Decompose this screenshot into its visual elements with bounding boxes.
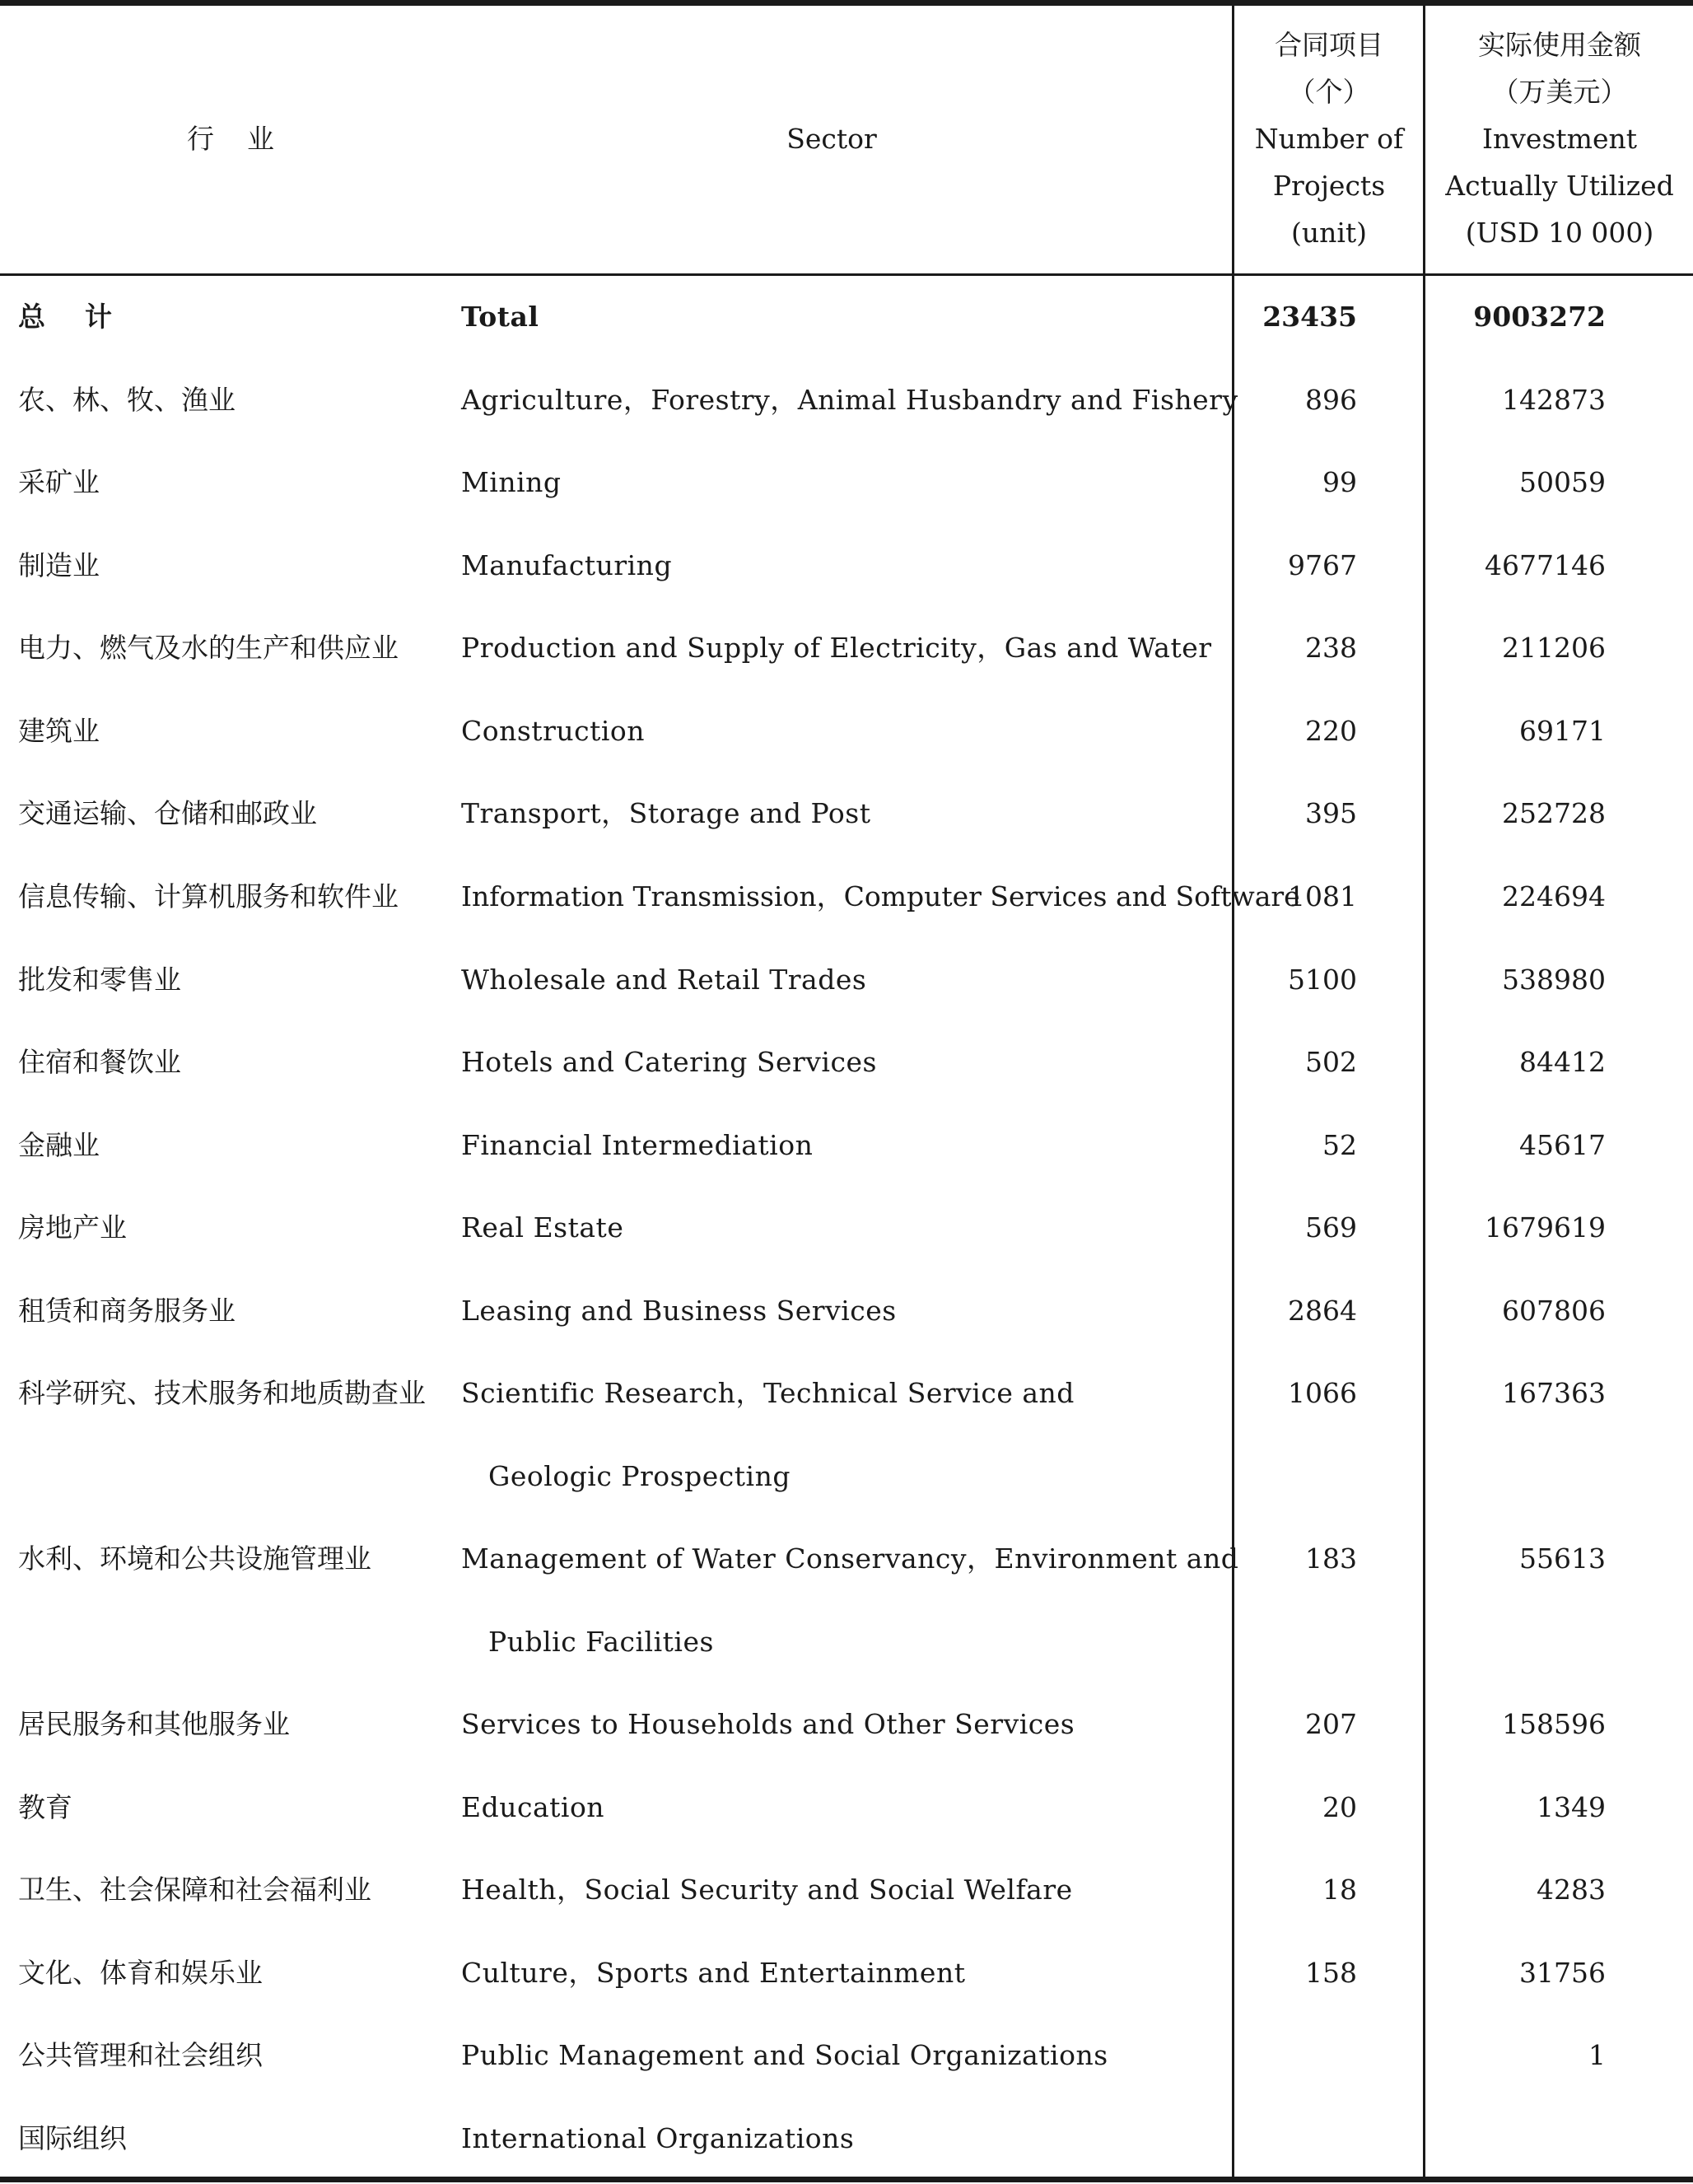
row-industry-cn: 国际组织	[18, 2122, 127, 2154]
row-industry-cn: 信息传输、计算机服务和软件业	[18, 880, 399, 912]
header-projects	[1235, 21, 1423, 256]
header-investment-line: Actually Utilized	[1445, 170, 1674, 202]
row-sector-en: Management of Water Conservancy，Environment and	[461, 1542, 1239, 1575]
row-projects: 395	[1305, 797, 1357, 829]
table-row-continuation	[0, 1601, 1693, 1683]
table-row	[0, 856, 1693, 938]
row-sector-en: Total	[461, 301, 539, 333]
row-investment: 607806	[1502, 1295, 1606, 1327]
row-industry-cn: 房地产业	[18, 1211, 127, 1244]
table-row	[0, 359, 1693, 441]
row-sector-en: Scientific Research，Technical Service and	[461, 1377, 1075, 1409]
row-sector-en: Hotels and Catering Services	[461, 1046, 877, 1078]
row-sector-en: Financial Intermediation	[461, 1129, 814, 1161]
row-projects	[1235, 2098, 1357, 2180]
row-investment: 4283	[1537, 1874, 1606, 1906]
table-row-continuation	[0, 1435, 1693, 1518]
row-industry-cn: 公共管理和社会组织	[18, 2039, 263, 2071]
row-industry-cn: 金融业	[18, 1129, 100, 1161]
row-sector-en: Mining	[461, 466, 562, 498]
row-investment: 224694	[1502, 880, 1606, 912]
row-industry-cn: 租赁和商务服务业	[18, 1295, 236, 1327]
table-row	[0, 1849, 1693, 1931]
row-industry-cn: 农、林、牧、渔业	[18, 384, 236, 416]
row-investment: 1	[1588, 2039, 1606, 2071]
header-projects-line: 合同项目	[1275, 29, 1383, 61]
row-sector-en: Culture，Sports and Entertainment	[461, 1957, 966, 1989]
header-industry-cn: 行业	[187, 123, 307, 155]
row-projects: 569	[1305, 1211, 1357, 1244]
row-projects: 18	[1322, 1874, 1357, 1906]
header-investment-line: （万美元）	[1491, 76, 1628, 108]
row-sector-en: Manufacturing	[461, 549, 673, 581]
header-investment-line: (USD 10 000)	[1465, 217, 1654, 249]
row-industry-cn: 批发和零售业	[18, 964, 181, 996]
table-row-total	[0, 276, 1693, 358]
row-sector-en-continuation: Public Facilities	[488, 1626, 714, 1658]
row-investment: 55613	[1519, 1542, 1606, 1575]
row-industry-cn: 教育	[18, 1791, 72, 1823]
row-investment: 50059	[1519, 466, 1606, 498]
row-projects: 9767	[1288, 549, 1357, 581]
row-projects: 1081	[1288, 880, 1357, 912]
row-industry-cn: 文化、体育和娱乐业	[18, 1957, 263, 1989]
header-investment-line: 实际使用金额	[1478, 29, 1641, 61]
row-projects: 99	[1322, 466, 1357, 498]
row-projects: 183	[1305, 1542, 1357, 1575]
table-row	[0, 1352, 1693, 1435]
row-sector-en: Production and Supply of Electricity，Gas and Water	[461, 632, 1212, 664]
header-projects-line: Projects	[1272, 170, 1386, 202]
table-row	[0, 690, 1693, 772]
row-investment: 252728	[1502, 797, 1606, 829]
row-industry-cn: 水利、环境和公共设施管理业	[18, 1542, 371, 1575]
row-projects: 20	[1322, 1791, 1357, 1823]
row-investment: 538980	[1502, 964, 1606, 996]
table-row	[0, 1187, 1693, 1269]
row-sector-en: Education	[461, 1791, 605, 1823]
row-industry-cn: 交通运输、仓储和邮政业	[18, 797, 317, 829]
header-projects-line: Number of	[1254, 123, 1404, 155]
table-row	[0, 1683, 1693, 1766]
row-projects: 23435	[1262, 301, 1357, 333]
row-projects: 158	[1305, 1957, 1357, 1989]
table-row	[0, 441, 1693, 524]
row-sector-en: Services to Households and Other Services	[461, 1708, 1075, 1740]
row-investment: 211206	[1502, 632, 1606, 664]
row-projects: 2864	[1288, 1295, 1357, 1327]
table-row	[0, 2098, 1693, 2180]
row-industry-cn: 卫生、社会保障和社会福利业	[18, 1874, 371, 1906]
row-projects: 52	[1322, 1129, 1357, 1161]
row-investment: 142873	[1502, 384, 1606, 416]
row-sector-en-continuation: Geologic Prospecting	[488, 1460, 791, 1492]
row-investment: 4677146	[1485, 549, 1606, 581]
table-row	[0, 1104, 1693, 1187]
table-row	[0, 1766, 1693, 1849]
header-investment	[1426, 21, 1693, 256]
row-industry-cn: 科学研究、技术服务和地质勘查业	[18, 1377, 426, 1409]
row-projects: 502	[1305, 1046, 1357, 1078]
row-sector-en: Transport，Storage and Post	[461, 797, 871, 829]
row-projects: 220	[1305, 715, 1357, 747]
row-investment: 9003272	[1473, 301, 1606, 333]
table-row	[0, 939, 1693, 1021]
row-projects: 896	[1305, 384, 1357, 416]
row-sector-en: Leasing and Business Services	[461, 1295, 897, 1327]
row-industry-cn: 居民服务和其他服务业	[18, 1708, 290, 1740]
table-row	[0, 525, 1693, 607]
header-projects-line: (unit)	[1290, 217, 1368, 249]
table-row	[0, 1021, 1693, 1104]
table-row	[0, 2014, 1693, 2097]
table-row	[0, 1932, 1693, 2014]
row-projects: 1066	[1288, 1377, 1357, 1409]
row-sector-en: Construction	[461, 715, 646, 747]
top-rule	[0, 0, 1693, 6]
row-investment: 45617	[1519, 1129, 1606, 1161]
row-investment: 1349	[1537, 1791, 1606, 1823]
row-sector-en: Health，Social Security and Social Welfare	[461, 1874, 1073, 1906]
table-row	[0, 1270, 1693, 1352]
row-sector-en: Wholesale and Retail Trades	[461, 964, 867, 996]
row-projects: 207	[1305, 1708, 1357, 1740]
row-sector-en: Real Estate	[461, 1211, 624, 1244]
row-investment: 31756	[1519, 1957, 1606, 1989]
row-industry-cn: 制造业	[18, 549, 100, 581]
row-industry-cn: 电力、燃气及水的生产和供应业	[18, 632, 399, 664]
row-investment: 167363	[1502, 1377, 1606, 1409]
row-industry-cn: 采矿业	[18, 466, 100, 498]
row-investment: 69171	[1519, 715, 1606, 747]
row-investment: 84412	[1519, 1046, 1606, 1078]
row-projects: 5100	[1288, 964, 1357, 996]
row-investment: 158596	[1502, 1708, 1606, 1740]
row-investment: 1679619	[1485, 1211, 1606, 1244]
row-sector-en: Agriculture，Forestry，Animal Husbandry and Fishery	[461, 384, 1238, 416]
header-investment-line: Investment	[1482, 123, 1637, 155]
header-sector-en: Sector	[786, 123, 877, 155]
row-projects: 238	[1305, 632, 1357, 664]
row-industry-cn: 总计	[18, 301, 152, 333]
row-industry-cn: 建筑业	[18, 715, 100, 747]
row-industry-cn: 住宿和餐饮业	[18, 1046, 181, 1078]
header-projects-line: （个）	[1288, 76, 1370, 108]
row-projects	[1235, 2014, 1357, 2097]
row-sector-en: Information Transmission，Computer Services and Software	[461, 880, 1300, 912]
row-sector-en: International Organizations	[461, 2122, 855, 2154]
table-row	[0, 772, 1693, 855]
table-row	[0, 607, 1693, 689]
row-investment	[1426, 2098, 1606, 2180]
row-sector-en: Public Management and Social Organizations	[461, 2039, 1108, 2071]
table-row	[0, 1518, 1693, 1600]
